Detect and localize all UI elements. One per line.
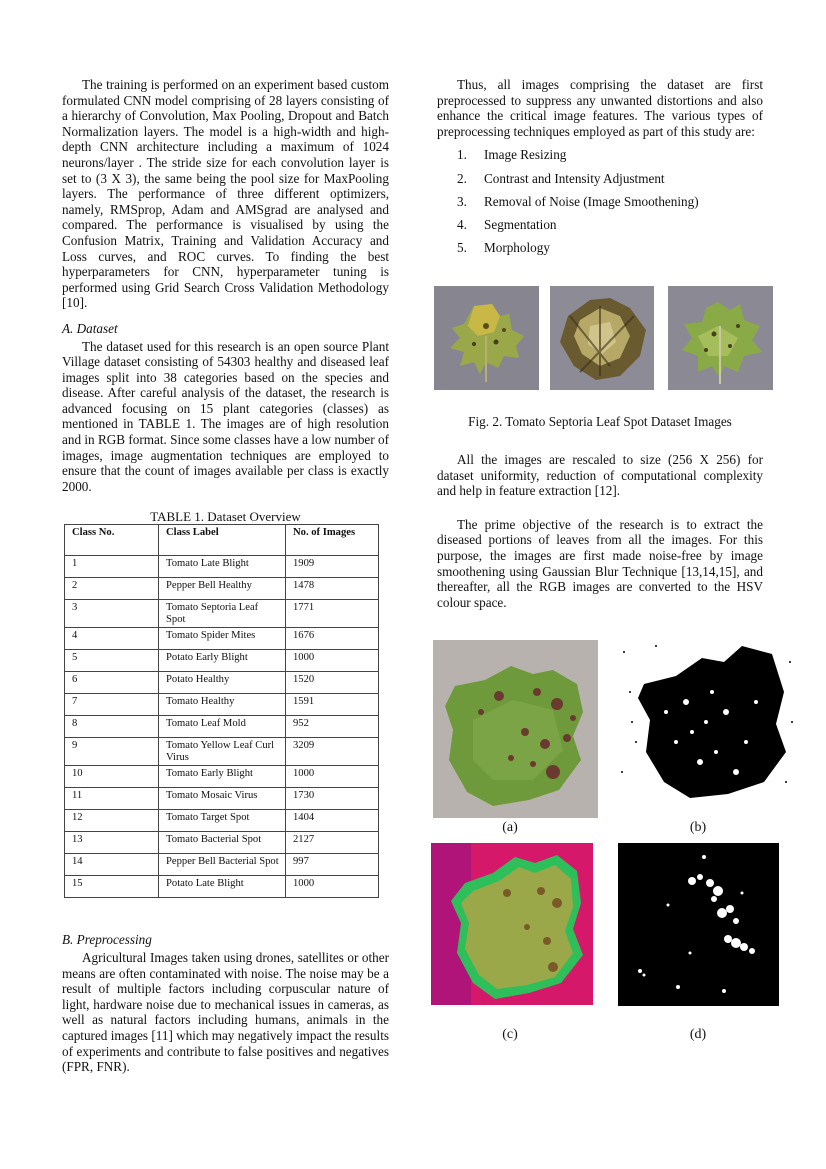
list-item [437, 194, 763, 210]
table-cell: 12 [65, 810, 159, 832]
table-cell: Potato Late Blight [159, 876, 286, 898]
table-header-class-no: Class No. [65, 525, 159, 556]
list-number: 2. [457, 170, 467, 186]
table-cell: 952 [286, 716, 379, 738]
subfig-b-label: (b) [689, 820, 707, 835]
table-cell: 5 [65, 650, 159, 672]
table-cell: 1478 [286, 578, 379, 600]
fig2-leaf-photo-1 [434, 286, 539, 390]
table-cell: Tomato Late Blight [159, 556, 286, 578]
fig2-caption: Fig. 2. Tomato Septoria Leaf Spot Dataset Images [468, 414, 732, 429]
subfig-c-label: (c) [502, 1027, 518, 1042]
table-cell: 1 [65, 556, 159, 578]
subfig-c-hsv-image [431, 843, 593, 1005]
subfig-a-label: (a) [502, 820, 518, 835]
subfig-a-original-leaf [433, 640, 598, 818]
table-cell: 1000 [286, 650, 379, 672]
table-cell: 13 [65, 832, 159, 854]
subfig-d-segmented-mask [618, 843, 779, 1006]
preprocess-intro-paragraph: Thus, all images comprising the dataset are first preprocessed to suppress any unwanted distortions and also enhance the critical image features. The various types of preprocessing techniques employed as part of this study are: [437, 77, 763, 139]
table-row [65, 628, 379, 650]
objective-paragraph: The prime objective of the research is to extract the diseased portions of leaves from all the images. For this purpose, the images are first made noise-free by image smoothening using Gaussian Blur Technique [13,14,15], and thereafter, all the RGB images are converted to the HSV colour space. [437, 516, 763, 610]
list-item [437, 217, 763, 233]
table-caption: TABLE 1. Dataset Overview [150, 509, 301, 525]
table-cell: 10 [65, 766, 159, 788]
table-cell: 1909 [286, 556, 379, 578]
table-cell: 3209 [286, 738, 379, 766]
list-item [437, 240, 763, 256]
table-cell: Potato Healthy [159, 672, 286, 694]
table-cell: 1000 [286, 876, 379, 898]
table-header-row [65, 525, 379, 556]
list-label: Segmentation [484, 216, 557, 232]
table-row [65, 832, 379, 854]
table-cell: Tomato Healthy [159, 694, 286, 716]
list-number: 5. [457, 240, 467, 256]
left-column [62, 77, 389, 1075]
table-row [65, 854, 379, 876]
table-row [65, 766, 379, 788]
table-cell: Tomato Target Spot [159, 810, 286, 832]
table-row [65, 788, 379, 810]
table-cell: Pepper Bell Bacterial Spot [159, 854, 286, 876]
table-cell: 1676 [286, 628, 379, 650]
table-cell: 3 [65, 600, 159, 628]
resize-paragraph: All the images are rescaled to size (256 X 256) for dataset uniformity, reduction of computational complexity and help in feature extraction [12]. [437, 452, 763, 499]
table-cell: 14 [65, 854, 159, 876]
table-cell: 997 [286, 854, 379, 876]
table-row [65, 578, 379, 600]
techniques-list [437, 147, 763, 255]
table-cell: 1730 [286, 788, 379, 810]
table-cell: 1404 [286, 810, 379, 832]
table-row [65, 650, 379, 672]
table-row [65, 694, 379, 716]
list-label: Image Resizing [484, 147, 567, 163]
section-a-heading: A. Dataset [62, 320, 118, 336]
table-cell: Tomato Spider Mites [159, 628, 286, 650]
table-cell: Tomato Bacterial Spot [159, 832, 286, 854]
table-header-class-label: Class Label [159, 525, 286, 556]
list-number: 4. [457, 216, 467, 232]
list-item [437, 171, 763, 187]
table-cell: 9 [65, 738, 159, 766]
table-row [65, 600, 379, 628]
subfig-b-binary-mask [616, 632, 796, 800]
right-column [437, 77, 763, 263]
fig2-leaf-photo-3 [668, 286, 773, 390]
table-cell: Tomato Yellow Leaf Curl Virus [159, 738, 286, 766]
table-cell: 7 [65, 694, 159, 716]
table-cell: 8 [65, 716, 159, 738]
table-row [65, 738, 379, 766]
list-number: 3. [457, 193, 467, 209]
dataset-paragraph: The dataset used for this research is an open source Plant Village dataset consisting of 54303 healthy and diseased leaf images split into 38 categories based on the species and disease. After careful analysis of the dataset, the research is advanced focusing on 15 plant categories (classes) as mentioned in TABLE 1. The images are of high resolution and in RGB format. Since some classes have a low number of images, image augmentation techniques are employed to ensure that the count of images available per class is exactly 2000. [62, 338, 389, 494]
table-cell: Tomato Mosaic Virus [159, 788, 286, 810]
table-cell: 1520 [286, 672, 379, 694]
table-row [65, 716, 379, 738]
table-cell: Potato Early Blight [159, 650, 286, 672]
table-cell: 11 [65, 788, 159, 810]
table-cell: Tomato Early Blight [159, 766, 286, 788]
subfig-d-label: (d) [689, 1027, 707, 1042]
table-cell: Pepper Bell Healthy [159, 578, 286, 600]
table-cell: 1000 [286, 766, 379, 788]
table-cell: Tomato Septoria Leaf Spot [159, 600, 286, 628]
table-row [65, 876, 379, 898]
table-cell: 2 [65, 578, 159, 600]
table-cell: 6 [65, 672, 159, 694]
table-cell: 15 [65, 876, 159, 898]
list-item [437, 147, 763, 163]
dataset-table [64, 524, 379, 898]
table-cell: 2127 [286, 832, 379, 854]
table-cell: 1591 [286, 694, 379, 716]
table-row [65, 810, 379, 832]
table-cell: 4 [65, 628, 159, 650]
table-header-no-of-images: No. of Images [286, 525, 379, 556]
right-text-lower [437, 452, 763, 610]
table-cell: Tomato Leaf Mold [159, 716, 286, 738]
table-cell: 1771 [286, 600, 379, 628]
intro-paragraph: The training is performed on an experiment based custom formulated CNN model comprising of 28 layers consisting of a hierarchy of Convolution, Max Pooling, Dropout and Batch Normalization layers. The model is a high-width and high-depth CNN architecture including a maximum of 1024 neurons/layer . The stride size for each convolution layer is set to (3 X 3), the same being the pool size for MaxPooling layers. The performance of three different optimizers, namely, RMSprop, Adam and AMSgrad are analysed and compared. The performance is visualised by using the Confusion Matrix, Training and Validation Accuracy and Loss curves, and ROC curves. To finding the best hyperparameters for CNN, hyperparameter tuning is performed using Grid Search Cross Validation Methodology [10]. [62, 77, 389, 311]
section-b-heading: B. Preprocessing [62, 932, 152, 948]
table-row [65, 672, 379, 694]
list-label: Removal of Noise (Image Smoothening) [484, 193, 699, 209]
list-label: Contrast and Intensity Adjustment [484, 170, 665, 186]
list-number: 1. [457, 147, 467, 163]
list-label: Morphology [484, 240, 550, 256]
preprocessing-paragraph: Agricultural Images taken using drones, satellites or other means are often contaminated with noise. The noise may be a result of multiple factors including corpuscular nature of light, hardware noise due to mechanical issues in cameras, as well as natural factors including humans, animals in the captured images [11] which may negatively impact the results of experiments and contribute to false positives and negatives (FPR, FNR). [62, 950, 389, 1075]
table-row [65, 556, 379, 578]
fig2-leaf-photo-2 [550, 286, 654, 390]
